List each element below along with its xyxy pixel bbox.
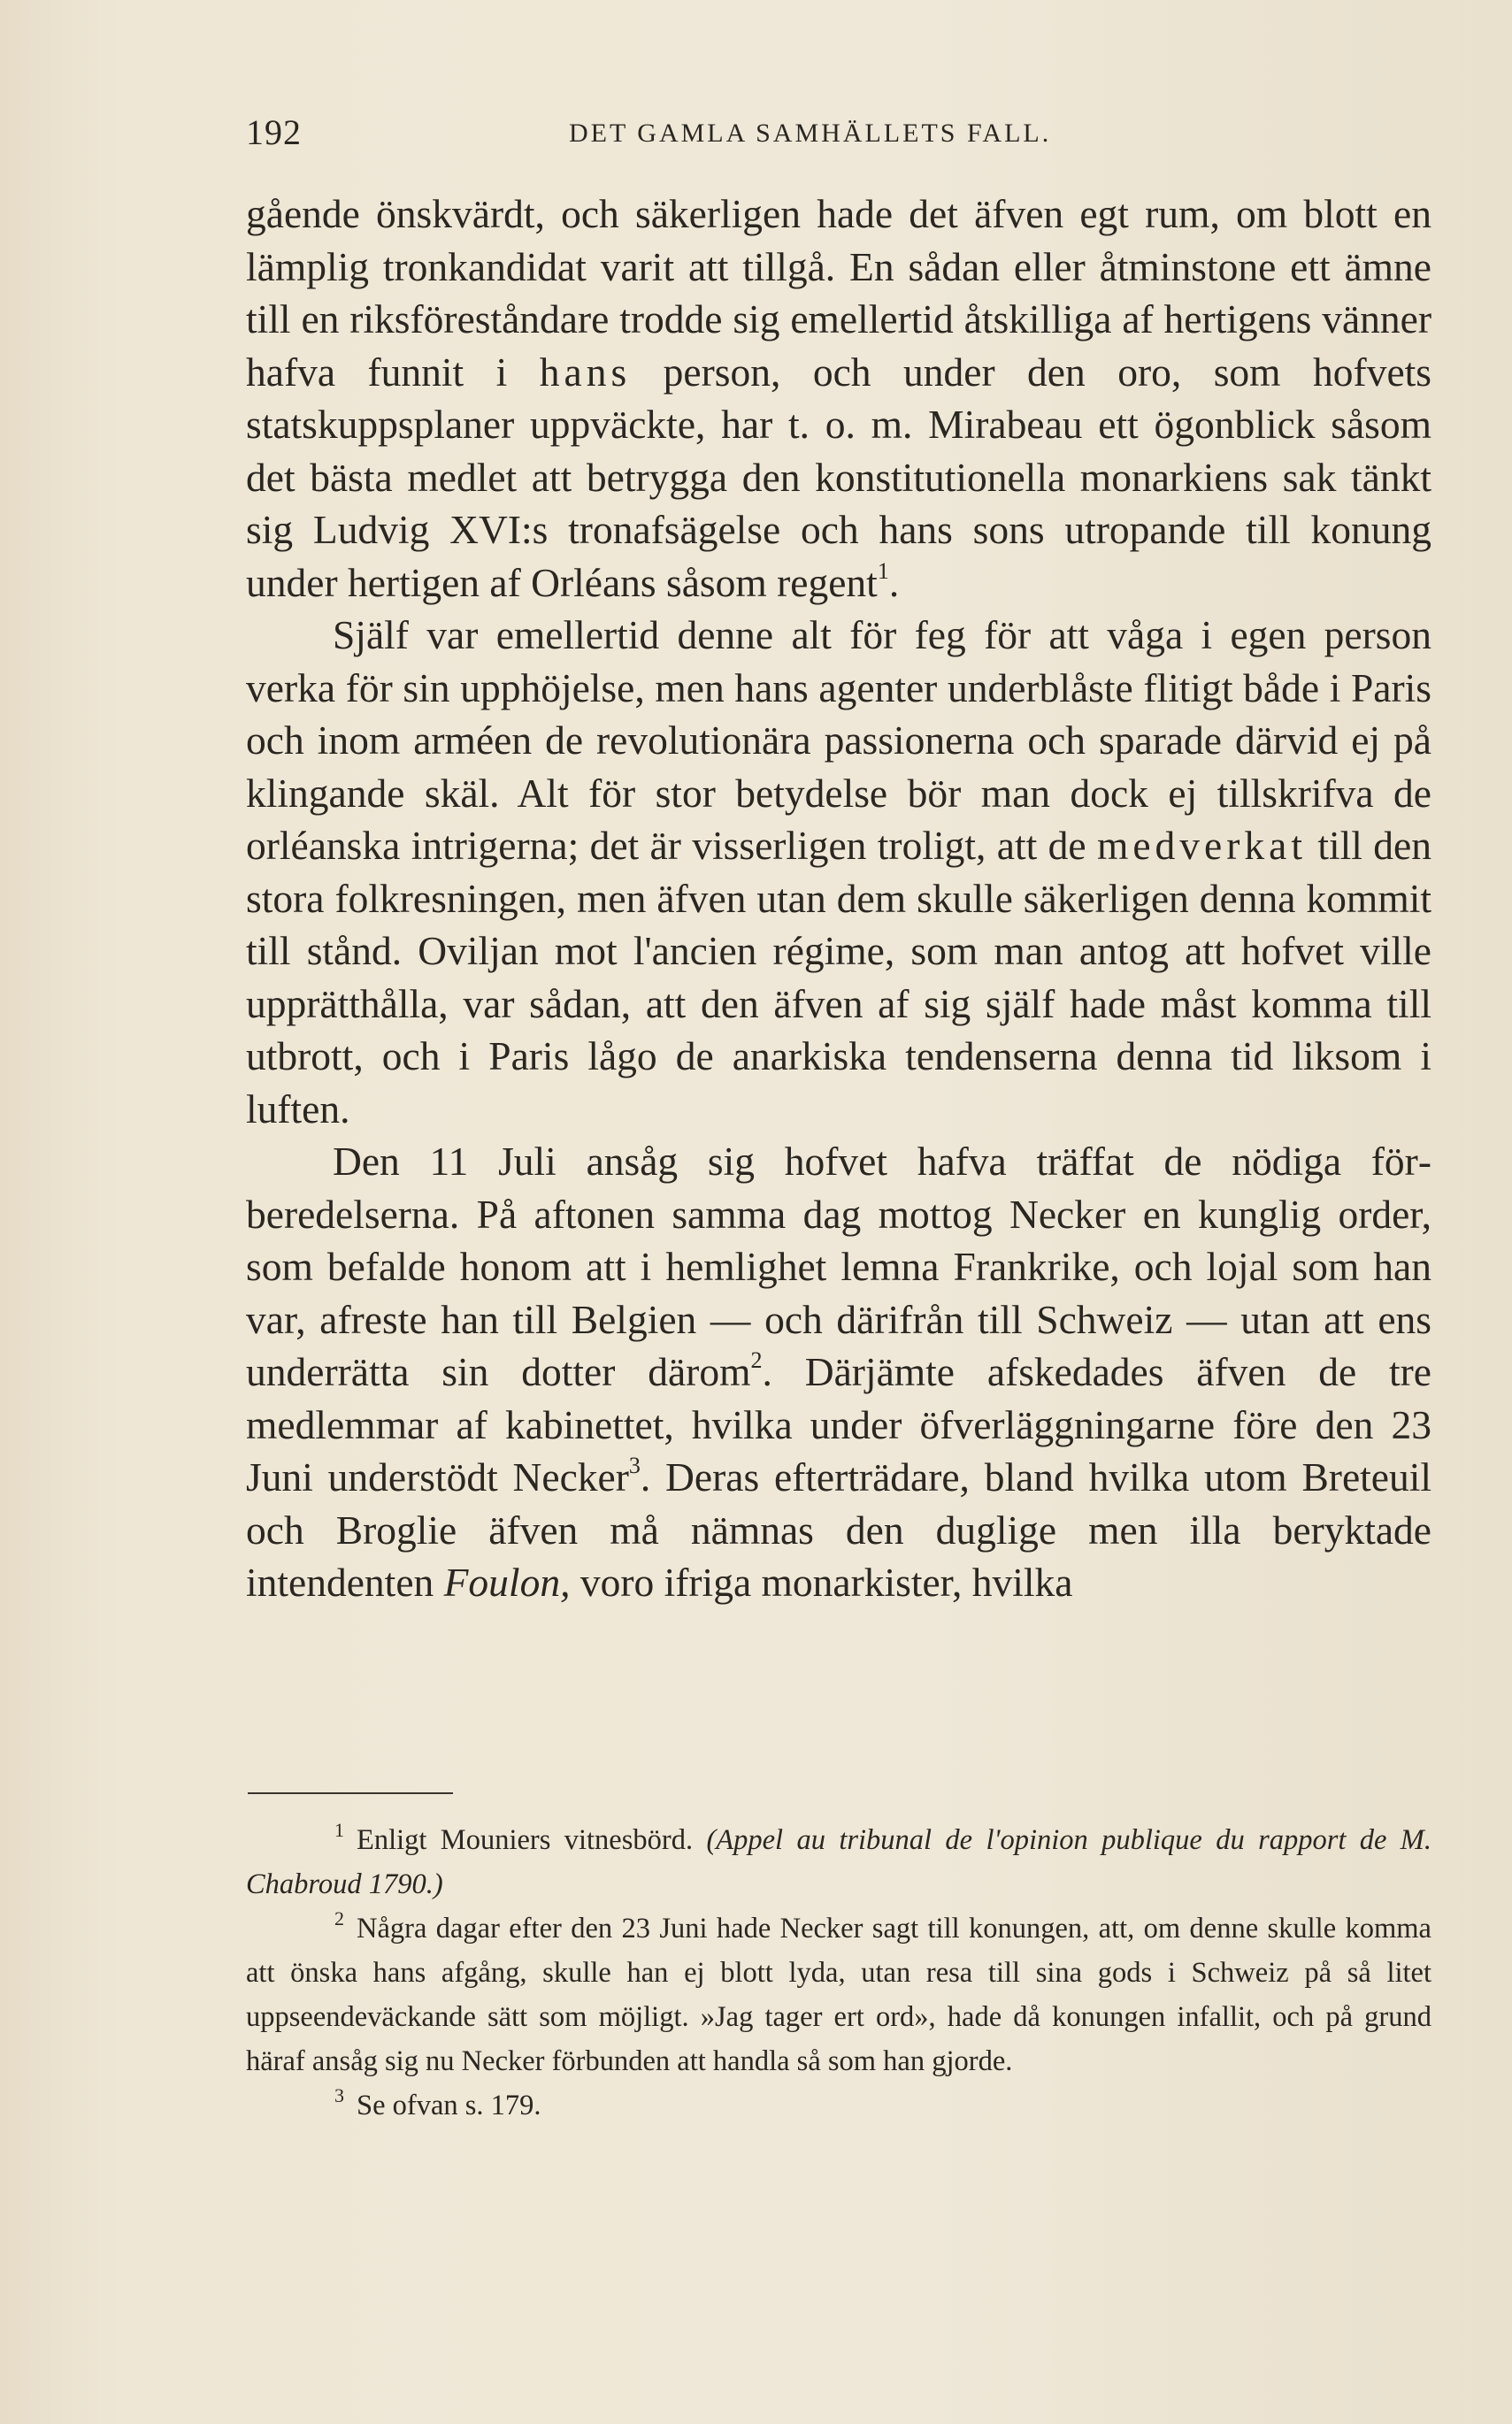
footnotes (246, 1818, 1431, 2128)
emphasis-hans: hans (539, 349, 632, 395)
footnote-3-number: 3 (334, 2084, 344, 2106)
footnote-1-text: Enligt Mouniers vitnesbörd. (357, 1824, 707, 1856)
main-text (246, 188, 1431, 1609)
footnote-3 (246, 2083, 1431, 2128)
paragraph-2-text-a: Själf var emellertid denne alt för feg för att våga i egen person verka för sin upphöjelse, men hans agenter underblåste flitigt både i Paris och inom arméen de revolutionära passionerna och sparade därvid ej på klingande skäl. Alt för stor betydelse bör man dock ej tillskrifva de orléanska intrigerna; det är visserligen troligt, att de (246, 612, 1431, 868)
paragraph-1-text-b: person, och under den oro, som hofvets statskuppsplaner uppväckte, har t. o. m. Mirabeau ett ögonblick såsom det bästa medlet att betrygga den konstitutionella monarkiens sak tänkt sig Ludvig XVI:s tronafsägelse och hans sons utropande till konung under hertigen af Orléans såsom regent (246, 349, 1431, 605)
page-number: 192 (246, 112, 302, 152)
footnote-2-number: 2 (334, 1907, 344, 1929)
page-header (246, 111, 1431, 165)
emphasis-medverkat: medverkat (1096, 823, 1307, 868)
footnote-2-text: Några dagar efter den 23 Juni hade Necker sagt till konungen, att, om denne skulle komma att önska hans afgång, skulle han ej blott lyda, utan resa till sina gods i Schweiz på så litet uppseendeväckande sätt som möjligt. »Jag tager ert ord», hade då konungen infallit, och på grund häraf ansåg sig nu Necker förbunden att handla så som han gjorde. (246, 1913, 1431, 2077)
footnote-1-number: 1 (334, 1819, 344, 1841)
footnote-2 (246, 1906, 1431, 2083)
footnote-ref-2: 2 (750, 1347, 763, 1373)
footnote-1 (246, 1818, 1431, 1906)
paragraph-3-text-b: . Därjämte afskedades äfven de tre medlemmar af kabinettet, hvilka under öfverläggningarne före den 23 Juni understödt Necker (246, 1349, 1432, 1500)
paragraph-3-text-a: Den 11 Juli ansåg sig hofvet hafva träffat de nödiga förberedelserna. På aftonen samma dag mottog Necker en kunglig order, som befalde honom att i hemlighet lemna Frankrike, och lojal som han var, afreste han till Belgien — och därifrån till Schweiz — utan att ens underrätta sin dotter därom (246, 1139, 1431, 1394)
paragraph-2-text-b: till den stora folkresningen, men äfven utan dem skulle säkerligen denna kommit till stånd. Oviljan mot l'ancien régime, som man antog att hofvet ville upprätthålla, var sådan, att den äfven af sig själf hade måst komma till utbrott, och i Paris lågo de anarkiska tendenserna denna tid liksom i luften. (246, 823, 1431, 1131)
paragraph-3 (246, 1135, 1431, 1609)
paragraph-1-text-a: gående önskvärdt, och säkerligen hade det äfven egt rum, om blott en lämplig tronkandidat varit att tillgå. En sådan eller åtminstone ett ämne till en riksföreståndare trodde sig emellertid åtskilliga af hertigens vänner hafva funnit i (246, 191, 1431, 395)
footnote-1-citation: (Appel au tribunal de l'opinion publique du rapport de M. Chabroud 1790.) (246, 1824, 1432, 1900)
footnote-ref-3: 3 (628, 1453, 641, 1478)
italic-foulon: Foulon, (443, 1560, 571, 1605)
footnote-ref-1: 1 (877, 557, 889, 584)
footnote-3-text: Se ofvan s. 179. (357, 2090, 541, 2121)
running-title: DET GAMLA SAMHÄLLETS FALL. (569, 119, 1052, 148)
paragraph-3-text-c: . Deras efterträdare, bland hvilka utom Breteuil och Broglie äfven må nämnas den duglige men illa beryktade intendenten (246, 1454, 1432, 1605)
paragraph-1-text-c: . (888, 559, 900, 605)
paragraph-2 (246, 609, 1431, 1135)
footnote-divider (248, 1792, 453, 1794)
paragraph-3-text-d: voro ifriga monarkister, hvilka (570, 1560, 1073, 1605)
paragraph-1 (246, 188, 1431, 609)
